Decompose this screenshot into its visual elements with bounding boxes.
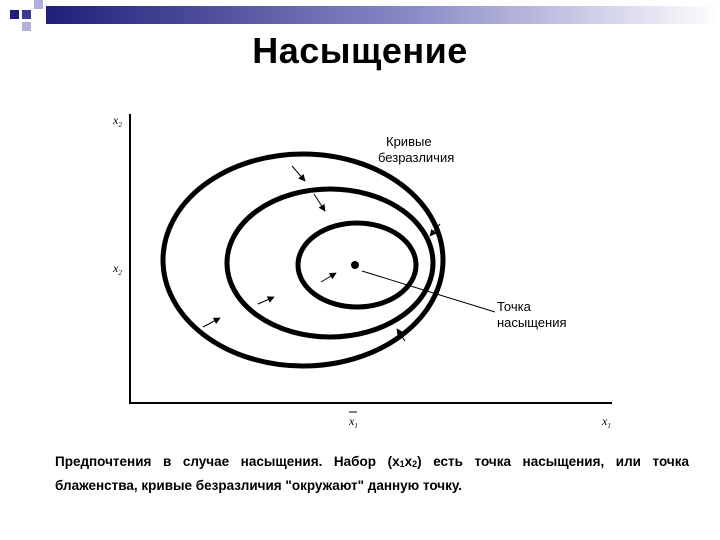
preference-arrow xyxy=(292,166,305,181)
satiation-point xyxy=(351,261,359,269)
y-tick-label: $x_2$ xyxy=(113,261,122,277)
annotation-curves: Кривые безразличия xyxy=(378,134,455,165)
x-axis-label: $x_1$ xyxy=(602,414,611,430)
slide-title: Насыщение xyxy=(252,30,468,71)
preference-arrow xyxy=(203,318,220,327)
indifference-curve-middle xyxy=(227,189,433,337)
annotation-point: Точка насыщения xyxy=(497,299,567,330)
preference-arrow xyxy=(314,194,325,211)
preference-arrow xyxy=(321,273,336,282)
caption-text: Предпочтения в случае насыщения. Набор (x1x2) есть точка насыщения, или точка блаженства, кривые безразличия "окружают" данную точку. xyxy=(55,454,689,493)
y-axis-label: $x_2$ xyxy=(113,113,122,129)
x-tick-label: $x_1$ xyxy=(349,414,358,430)
preference-arrow xyxy=(258,297,274,304)
